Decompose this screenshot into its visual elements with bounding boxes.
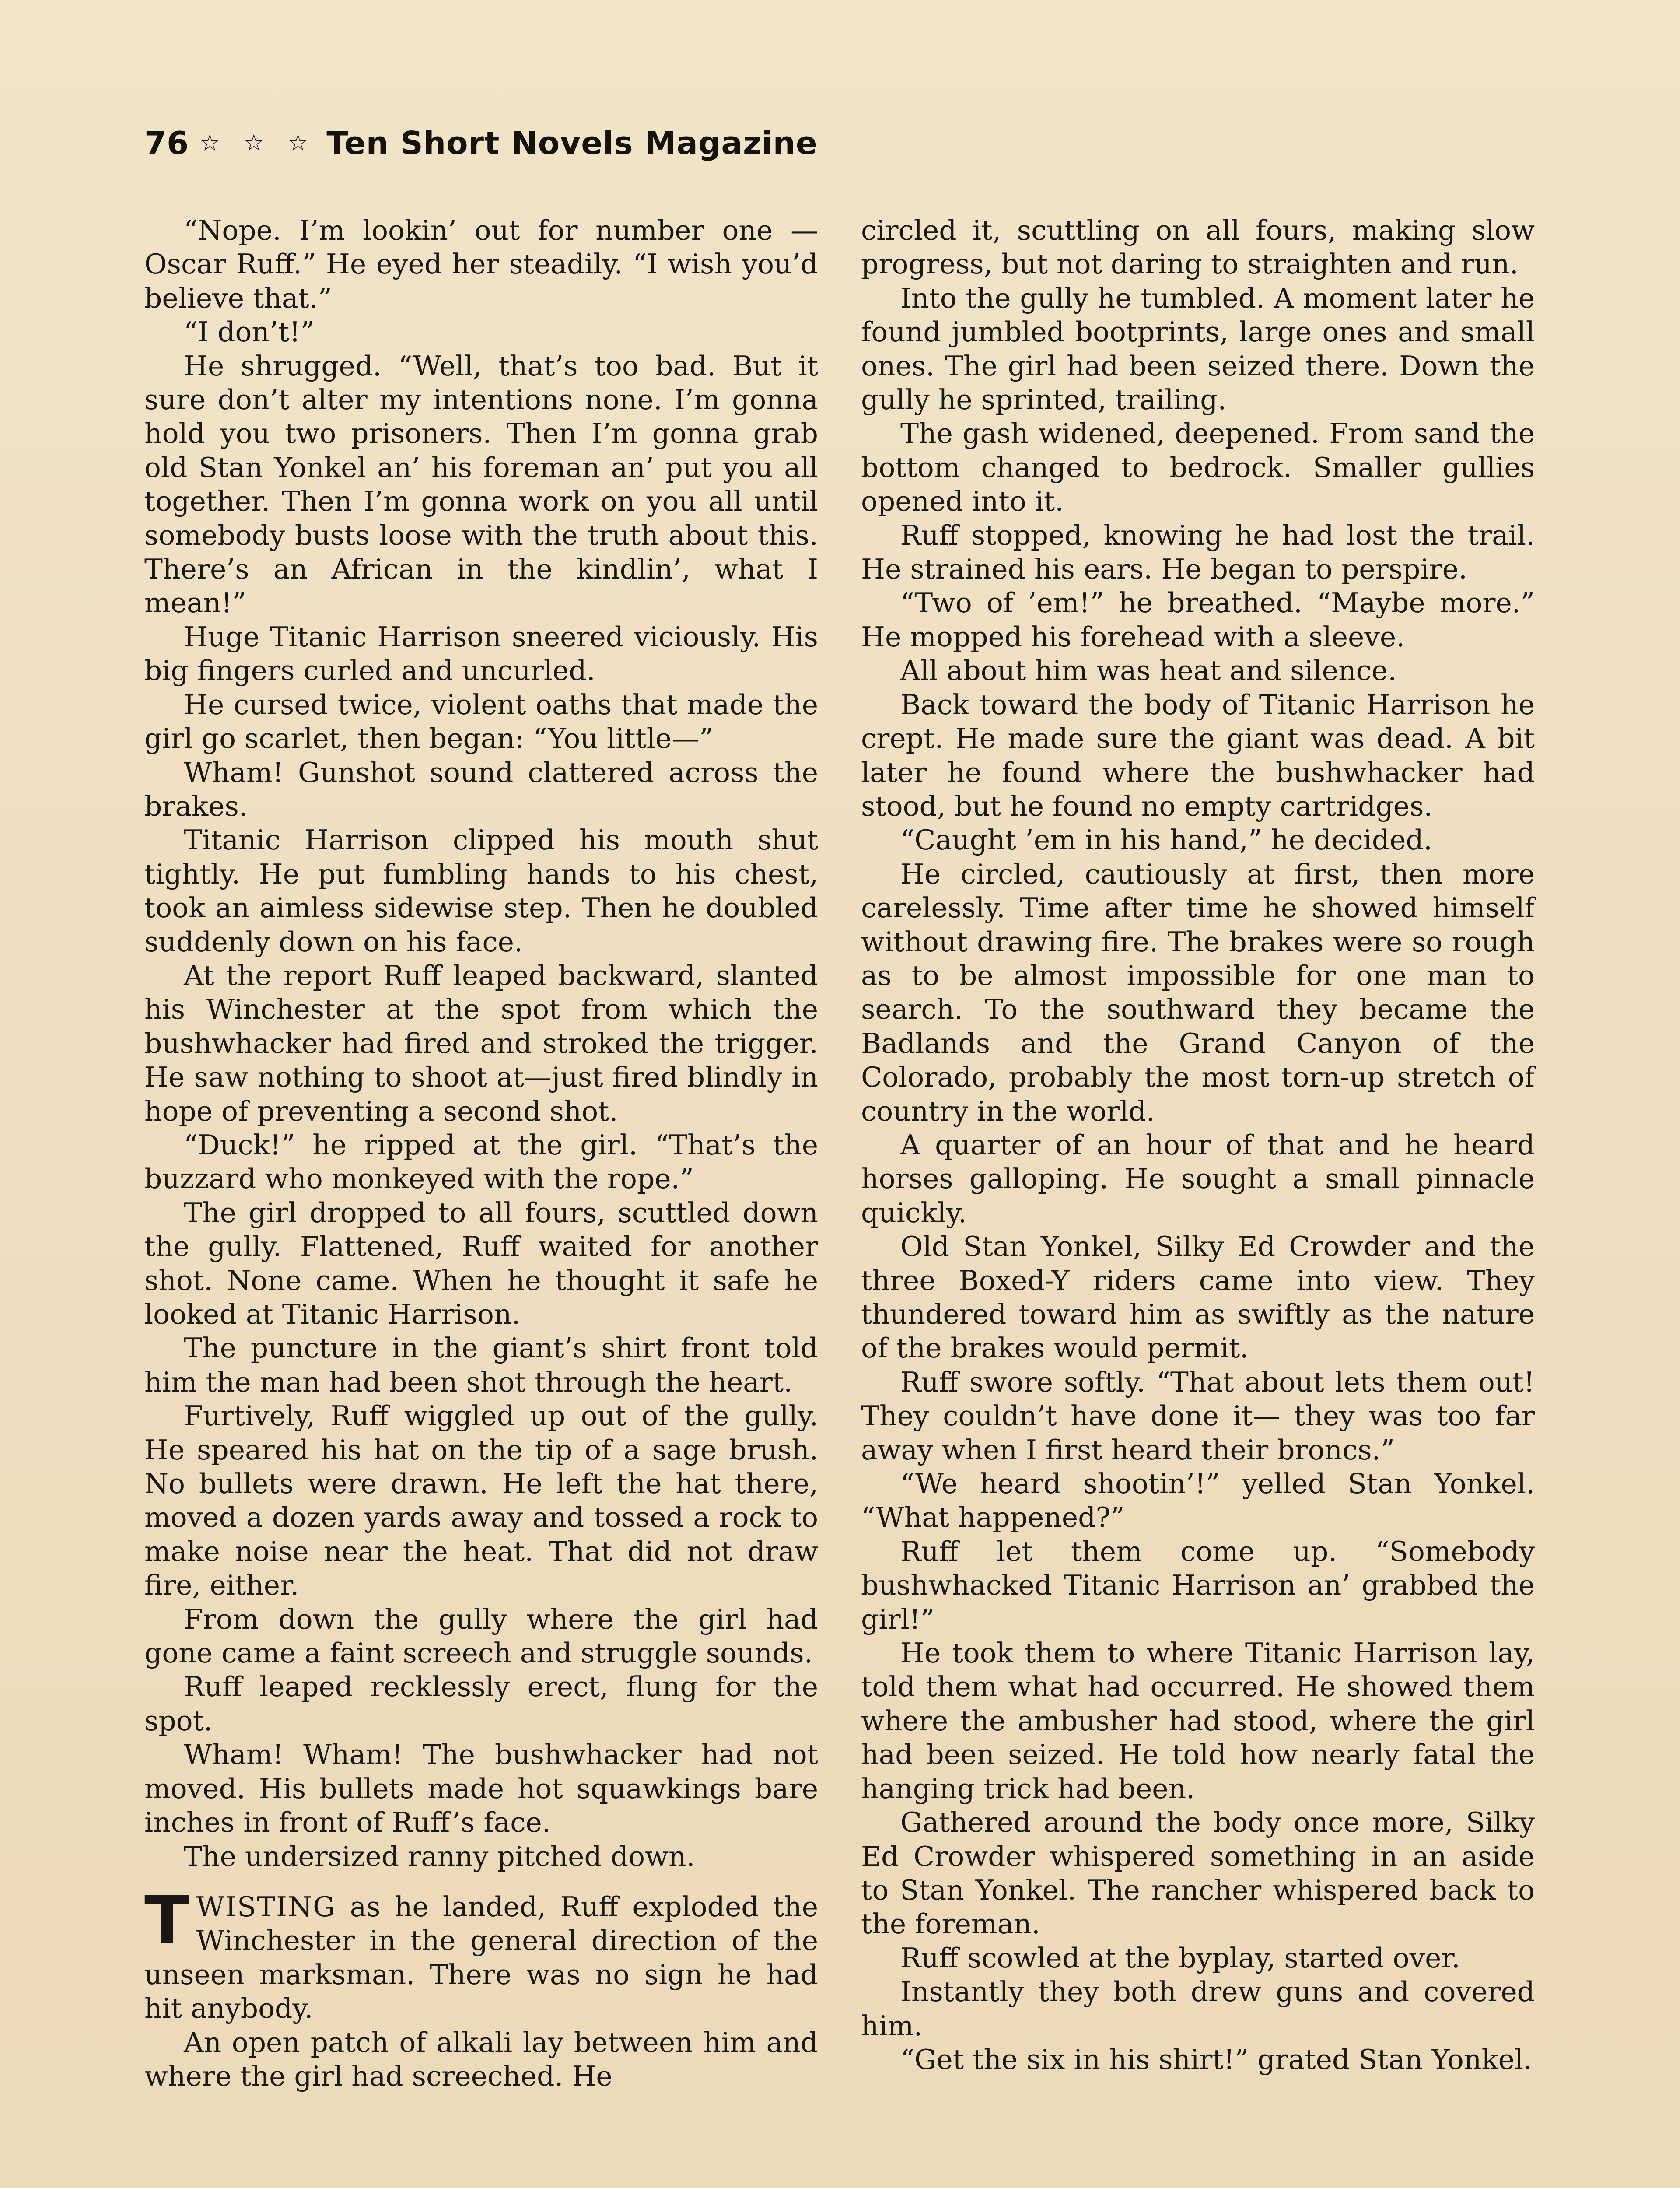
drop-cap: T [144,1882,189,1959]
paragraph: Wham! Wham! The bushwhacker had not moved. His bullets made hot squawkings bare inches in front of Ruff’s face. [144,1739,818,1839]
paragraph: Ruff let them come up. “Somebody bushwhacked Titanic Harrison an’ grabbed the girl!” [861,1535,1535,1635]
star-ornaments: ☆ ☆ ☆ [200,130,316,156]
paragraph: Ruff stopped, knowing he had lost the trail. He strained his ears. He began to perspire. [861,519,1535,586]
paragraph: He circled, cautiously at first, then more carelessly. Time after time he showed himself without drawing fire. The brakes were so rough as to be almost impossible for one man to search. To the southward they became the Badlands and the Grand Canyon of the Colorado, probably the most torn-up stretch of country in the world. [861,858,1535,1127]
paragraph: Wham! Gunshot sound clattered across the brakes. [144,756,818,822]
paragraph: Into the gully he tumbled. A moment later he found jumbled bootprints, large ones and small ones. The girl had been seized there. Down the gully he sprinted, trailing. [861,282,1535,416]
paragraph: “Caught ’em in his hand,” he decided. [900,824,1432,856]
right-text-column [861,214,1535,2076]
opening-caps: WISTING [196,1890,336,1923]
paragraph: “Duck!” he ripped at the girl. “That’s the buzzard who monkeyed with the rope.” [144,1129,818,1195]
paragraph: He cursed twice, violent oaths that made the girl go scarlet, then began: “You little—” [144,688,818,755]
paragraph: “Get the six in his shirt!” grated Stan Yonkel. [900,2043,1533,2076]
paragraph: Titanic Harrison clipped his mouth shut tightly. He put fumbling hands to his chest, took an aimless sidewise step. Then he doubled suddenly down on his face. [144,824,818,958]
paragraph: He took them to where Titanic Harrison lay, told them what had occurred. He showed them where the ambusher had stood, where the girl had been seized. He told how nearly fatal the hanging trick had been. [861,1637,1535,1805]
paragraph: An open patch of alkali lay between him and where the girl had screeched. He [144,2026,818,2092]
magazine-title: Ten Short Novels Magazine [326,125,818,161]
paragraph: The puncture in the giant’s shirt front told him the man had been shot through the heart. [144,1332,818,1398]
paragraph: The girl dropped to all fours, scuttled down the gully. Flattened, Ruff waited for another shot. None came. When he thought it safe he looked at Titanic Harrison. [144,1196,818,1330]
paragraph: He shrugged. “Well, that’s too bad. But it sure don’t alter my intentions none. I’m gonna hold you two prisoners. Then I’m gonna grab old Stan Yonkel an’ his foreman an’ put you all together. Then I’m gonna work on you all until somebody busts loose with the truth about this. There’s an African in the kindlin’, what I mean!” [144,350,818,619]
section-opening-paragraph [144,1882,818,2026]
opening-text: as he landed, Ruff exploded the Winchester in the general direction of the unseen marksman. There was no sign he had hit anybody. [144,1890,818,2025]
paragraph: At the report Ruff leaped backward, slanted his Winchester at the spot from which the bushwhacker had fired and stroked the trigger. He saw nothing to shoot at—just fired blindly in hope of preventing a second shot. [144,959,818,1127]
paragraph: Ruff scowled at the byplay, started over. [900,1942,1460,1974]
paragraph: Furtively, Ruff wiggled up out of the gully. He speared his hat on the tip of a sage brush. No bullets were drawn. He left the hat there, moved a dozen yards away and tossed a rock to make noise near the heat. That did not draw fire, either. [144,1400,818,1602]
paragraph: “I don’t!” [184,316,315,348]
left-text-column [144,214,818,2093]
paragraph: Instantly they both drew guns and covered him. [861,1976,1535,2042]
page-header [144,125,818,161]
paragraph: “Two of ’em!” he breathed. “Maybe more.” He mopped his forehead with a sleeve. [861,587,1535,653]
paragraph: The gash widened, deepened. From sand the bottom changed to bedrock. Smaller gullies opened into it. [861,417,1535,518]
paragraph: Back toward the body of Titanic Harrison he crept. He made sure the giant was dead. A bit later he found where the bushwhacker had stood, but he found no empty cartridges. [861,688,1535,822]
paragraph: All about him was heat and silence. [900,655,1397,687]
paragraph: Huge Titanic Harrison sneered viciously. His big fingers curled and uncurled. [144,621,818,687]
paragraph: Ruff swore softly. “That about lets them out! They couldn’t have done it— they was too far away when I first heard their broncs.” [861,1366,1535,1466]
paragraph: A quarter of an hour of that and he heard horses galloping. He sought a small pinnacle quickly. [861,1129,1535,1229]
paragraph: circled it, scuttling on all fours, making slow progress, but not daring to straighten and run. [861,214,1535,281]
page-number: 76 [144,125,189,161]
paragraph: “Nope. I’m lookin’ out for number one —Oscar Ruff.” He eyed her steadily. “I wish you’d believe that.” [144,214,818,314]
paragraph: From down the gully where the girl had gone came a faint screech and struggle sounds. [144,1603,818,1669]
paragraph: The undersized ranny pitched down. [184,1840,695,1872]
paragraph: “We heard shootin’!” yelled Stan Yonkel. “What happened?” [861,1468,1535,1534]
paragraph: Ruff leaped recklessly erect, flung for the spot. [144,1671,818,1737]
paragraph: Gathered around the body once more, Silky Ed Crowder whispered something in an aside to Stan Yonkel. The rancher whispered back to the foreman. [861,1806,1535,1940]
paragraph: Old Stan Yonkel, Silky Ed Crowder and the three Boxed-Y riders came into view. They thundered toward him as swiftly as the nature of the brakes would permit. [861,1231,1535,1364]
